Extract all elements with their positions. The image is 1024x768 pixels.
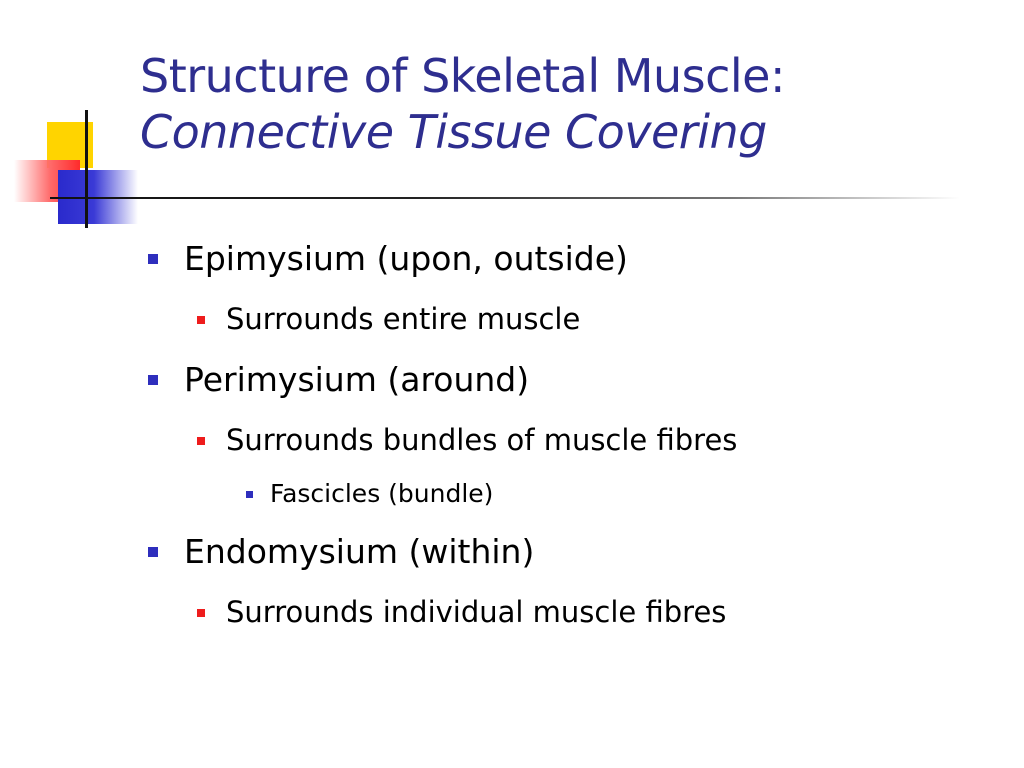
bullet-text: Epimysium (upon, outside) [184, 239, 628, 278]
bullet-text: Surrounds entire muscle [226, 302, 581, 336]
sub-bullet-item [197, 423, 737, 457]
title-line-1: Structure of Skeletal Muscle: [140, 49, 785, 103]
square-bullet-icon [148, 375, 158, 385]
bullet-text: Perimysium (around) [184, 360, 530, 399]
sub-bullet-item [197, 595, 726, 629]
bullet-text: Surrounds individual muscle fibres [226, 595, 727, 629]
bullet-text: Surrounds bundles of muscle fibres [226, 423, 738, 457]
bullet-item-endomysium [148, 532, 534, 571]
sub-sub-bullet-item [246, 479, 493, 508]
bullet-text: Fascicles (bundle) [270, 479, 494, 508]
bullet-item-perimysium [148, 360, 529, 399]
square-bullet-icon [197, 316, 205, 324]
square-bullet-icon [148, 254, 158, 264]
square-bullet-icon [246, 491, 253, 498]
square-bullet-icon [197, 437, 205, 445]
square-bullet-icon [197, 609, 205, 617]
title-line-2: Connective Tissue Covering [140, 105, 767, 159]
sub-bullet-item [197, 302, 580, 336]
bullet-item-epimysium [148, 239, 628, 278]
square-bullet-icon [148, 547, 158, 557]
bullet-text: Endomysium (within) [184, 532, 535, 571]
